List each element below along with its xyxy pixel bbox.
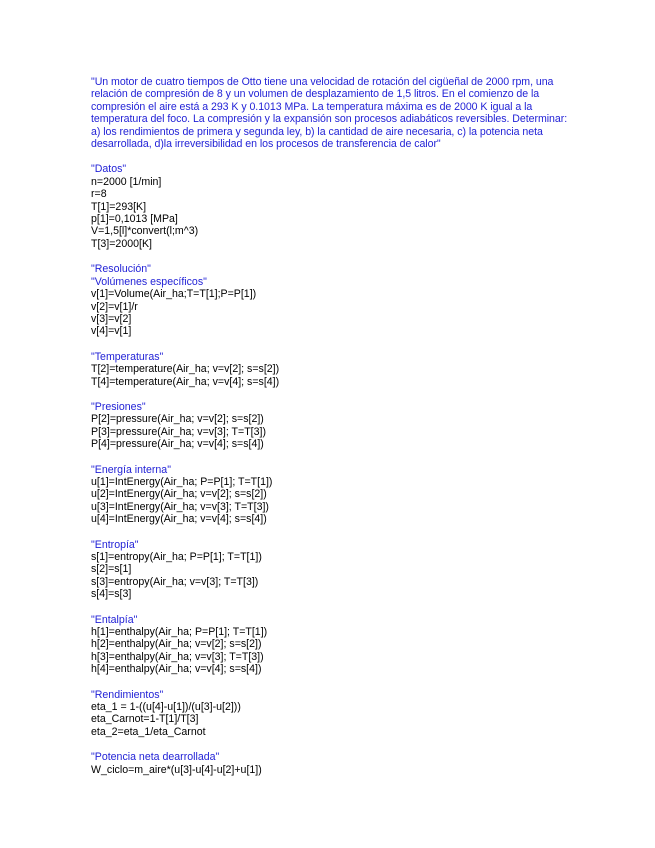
section-heading: "Entalpía" [91, 613, 138, 626]
code-line: u[3]=IntEnergy(Air_ha; v=v[3]; T=T[3]) [91, 500, 269, 513]
code-line: u[2]=IntEnergy(Air_ha; v=v[2]; s=s[2]) [91, 488, 267, 501]
section-energia-interna [91, 464, 571, 526]
code-line: v[3]=v[2] [91, 312, 132, 325]
code-line: V=1,5[l]*convert(l;m^3) [91, 225, 199, 238]
code-line: v[2]=v[1]/r [91, 300, 138, 313]
code-line: P[4]=pressure(Air_ha; v=v[4]; s=s[4]) [91, 438, 264, 451]
section-heading: "Rendimientos" [91, 688, 164, 701]
section-heading: "Entropía" [91, 538, 139, 551]
section-presiones [91, 401, 571, 451]
code-line: p[1]=0,1013 [MPa] [91, 213, 178, 226]
document-page [91, 76, 571, 789]
code-line: T[4]=temperature(Air_ha; v=v[4]; s=s[4]) [91, 375, 280, 388]
code-line: s[2]=s[1] [91, 563, 132, 576]
code-line: W_ciclo=m_aire*(u[3]-u[4]-u[2]+u[1]) [91, 763, 262, 776]
code-line: T[1]=293[K] [91, 200, 147, 213]
code-line: n=2000 [1/min] [91, 175, 162, 188]
code-line: h[4]=enthalpy(Air_ha; v=v[4]; s=s[4]) [91, 663, 262, 676]
code-line: s[4]=s[3] [91, 588, 132, 601]
problem-statement: "Un motor de cuatro tiempos de Otto tiene una velocidad de rotación del cigüeñal de 2000 rpm, una relación de compresión de 8 y un volumen de desplazamiento de 1,5 litros. En el comienzo de la compresión el aire está a 293 K y 0.1013 MPa. La temperatura máxima es de 2000 K igual a la temperatura del foco. La compresión y la expansión son procesos adiabáticos reversibles. Determinar: a) los rendimientos de primera y segunda ley, b) la cantidad de aire necesaria, c) la potencia neta desarrollada, d)la irreversibilidad en los procesos de transferencia de calor" [91, 76, 568, 151]
section-heading: "Resolución" [91, 263, 151, 276]
code-line: h[3]=enthalpy(Air_ha; v=v[3]; T=T[3]) [91, 650, 264, 663]
section-heading: "Presiones" [91, 400, 146, 413]
code-line: T[2]=temperature(Air_ha; v=v[2]; s=s[2]) [91, 363, 280, 376]
section-datos [91, 163, 571, 250]
section-resolucion [91, 263, 571, 337]
section-temperaturas [91, 351, 571, 388]
code-line: P[2]=pressure(Air_ha; v=v[2]; s=s[2]) [91, 413, 264, 426]
code-line: u[4]=IntEnergy(Air_ha; v=v[4]; s=s[4]) [91, 513, 267, 526]
code-line: v[4]=v[1] [91, 325, 132, 338]
code-line: eta_1 = 1-((u[4]-u[1])/(u[3]-u[2])) [91, 701, 241, 714]
section-entalpia [91, 614, 571, 676]
code-line: s[3]=entropy(Air_ha; v=v[3]; T=T[3]) [91, 575, 259, 588]
code-line: T[3]=2000[K] [91, 237, 152, 250]
code-line: v[1]=Volume(Air_ha;T=T[1];P=P[1]) [91, 288, 257, 301]
code-line: P[3]=pressure(Air_ha; v=v[3]; T=T[3]) [91, 425, 266, 438]
subsection-heading: "Volúmenes específicos" [91, 275, 207, 288]
code-line: r=8 [91, 188, 107, 201]
code-line: s[1]=entropy(Air_ha; P=P[1]; T=T[1]) [91, 551, 262, 563]
section-heading: "Datos" [91, 163, 127, 176]
section-potencia-neta [91, 751, 571, 776]
code-line: h[1]=enthalpy(Air_ha; P=P[1]; T=T[1]) [91, 626, 268, 639]
section-entropia [91, 539, 571, 601]
code-line: eta_2=eta_1/eta_Carnot [91, 725, 206, 738]
section-heading: "Potencia neta dearrollada" [91, 751, 220, 764]
code-line: eta_Carnot=1-T[1]/T[3] [91, 713, 199, 726]
section-heading: "Temperaturas" [91, 350, 164, 363]
code-line: h[2]=enthalpy(Air_ha; v=v[2]; s=s[2]) [91, 638, 262, 651]
section-rendimientos [91, 689, 571, 739]
code-line: u[1]=IntEnergy(Air_ha; P=P[1]; T=T[1]) [91, 475, 273, 488]
section-heading: "Energía interna" [91, 463, 171, 476]
